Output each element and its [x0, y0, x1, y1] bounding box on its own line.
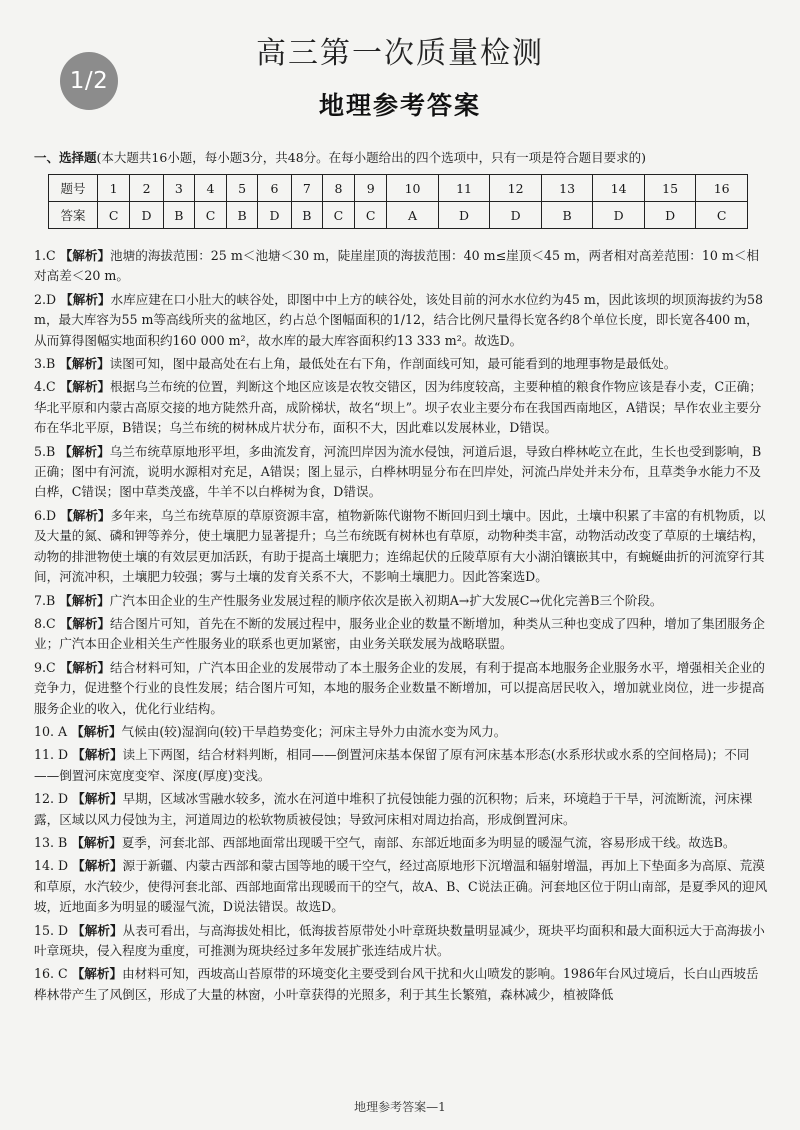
question-answer-key: 2.D [34, 291, 57, 307]
explanation-item [34, 354, 770, 374]
question-answer-key: 10. A [34, 723, 68, 739]
answer-cell: D [644, 202, 696, 229]
analysis-tag: 【解析】 [72, 747, 123, 763]
explanation-item [34, 789, 770, 830]
answer-cell: B [541, 202, 593, 229]
answer-cell: D [130, 202, 164, 229]
analysis-tag: 【解析】 [59, 592, 110, 608]
answer-table [48, 174, 748, 229]
explanation-text: 结合图片可知，首先在不断的发展过程中，服务业企业的数量不断增加，种类从三种也变成了四种，增加了集团服务企业；广汽本田企业相关生产性服务业的联系也更加紧密，由业务关联发展为战略联盟。 [34, 615, 765, 652]
analysis-tag: 【解析】 [71, 966, 123, 982]
explanation-item [34, 921, 770, 962]
analysis-tag: 【解析】 [59, 248, 111, 263]
answer-cell: C [696, 202, 748, 229]
question-answer-key: 11. D [34, 747, 69, 763]
question-number-cell: 8 [322, 175, 354, 202]
analysis-tag: 【解析】 [59, 659, 111, 675]
explanation-text: 池塘的海拔范围：25 m＜池塘＜30 m，陡崖崖顶的海拔范围：40 m≤崖顶＜45 m，两者相对高差范围：10 m＜相对高差＜20 m。 [34, 248, 760, 284]
explanation-item [34, 614, 770, 655]
explanation-text: 从表可看出，与高海拔处相比，低海拔苔原带处小叶章斑块数量明显减少，斑块平均面积和最大面积远大于高海拔小叶章斑块，侵入程度为重度，可推测为斑块经过多年发展扩张连结成片状。 [34, 922, 765, 958]
question-answer-key: 15. D [34, 922, 69, 938]
analysis-tag: 【解析】 [71, 834, 122, 850]
explanation-item [34, 591, 770, 611]
analysis-tag: 【解析】 [71, 723, 122, 739]
explanation-text: 乌兰布统草原地形平坦，多曲流发育，河流凹岸因为流水侵蚀，河道后退，导致白桦林屹立在此，生长也受到影响，B正确；图中有河流，说明水源相对充足，A错误；图上显示，白桦林明显分布在凹岸处，河流凸岸处并未分布，且草类争水能力不及白桦，C错误；图中草类茂盛，牛羊不以白桦树为食，D错误。 [34, 443, 762, 500]
explanation-item [34, 658, 770, 719]
question-number-cell: 14 [593, 175, 645, 202]
question-number-cell: 5 [227, 175, 258, 202]
analysis-tag: 【解析】 [72, 791, 123, 807]
question-number-cell: 2 [130, 175, 164, 202]
exam-title: 高三第一次质量检测 [256, 36, 544, 71]
question-number-cell: 15 [644, 175, 696, 202]
explanation-text: 结合材料可知，广汽本田企业的发展带动了本土服务企业的发展，有利于提高本地服务企业服务水平，增强相关企业的竞争力，促进整个行业的良性发展；结合图片可知，本地的服务企业数量不断增加，可以提高居民收入，增加就业岗位，进一步提高服务企业的收入，优化行业结构。 [34, 659, 765, 716]
question-number-cell: 13 [541, 175, 593, 202]
question-answer-key: 9.C [34, 659, 56, 675]
answer-cell: D [438, 202, 490, 229]
explanation-item [34, 442, 770, 503]
answer-cell: D [593, 202, 645, 229]
question-number-cell: 12 [490, 175, 542, 202]
answer-cell: C [355, 202, 387, 229]
answer-cell: B [291, 202, 322, 229]
explanation-item [34, 246, 770, 287]
question-number-cell: 16 [696, 175, 748, 202]
answer-cell: D [258, 202, 292, 229]
explanation-text: 由材料可知，西坡高山苔原带的环境变化主要受到台风干扰和火山喷发的影响。1986年台风过境后，长白山西坡岳桦林带产生了风倒区，形成了大量的林窗，小叶章获得的光照多，利于其生长繁殖，森林减少，植被降低 [34, 966, 759, 1002]
answer-cell: A [387, 202, 439, 229]
question-number-cell: 7 [291, 175, 322, 202]
explanation-text: 多年来，乌兰布统草原的草原资源丰富，植物新陈代谢物不断回归到土壤中。因此，土壤中积累了丰富的有机物质，以及大量的氮、磷和钾等养分，使土壤肥力显著提升；乌兰布统既有树林也有草原，动物种类丰富，动物活动改变了草原的土壤结构，动物的排泄物使土壤的有效层更加活跃，有助于提高土壤肥力；连绵起伏的丘陵草原有大小湖泊镶嵌其中，有蜿蜒曲折的河流穿行其间，河流冲积，土壤肥力较强；雾与土壤的发育关系不大，不影响土壤肥力。因此答案选D。 [34, 507, 766, 585]
analysis-tag: 【解析】 [59, 356, 110, 372]
answer-table-row-numbers [49, 175, 748, 202]
analysis-tag: 【解析】 [72, 858, 123, 874]
answer-cell: D [490, 202, 542, 229]
analysis-tag: 【解析】 [59, 615, 111, 631]
question-number-cell: 6 [258, 175, 292, 202]
row-label-answer: 答案 [49, 202, 98, 229]
explanation-text: 早期，区域冰雪融水较多，流水在河道中堆积了抗侵蚀能力强的沉积物；后来，环境趋于干旱，河流断流，河床裸露，区域以风力侵蚀为主，河道周边的松软物质被侵蚀；导致河床相对周边抬高，形成倒置河床。 [34, 791, 753, 827]
question-answer-key: 12. D [34, 791, 69, 807]
explanation-text: 根据乌兰布统的位置，判断这个地区应该是农牧交错区，因为纬度较高，主要种植的粮食作物应该是春小麦，C正确；华北平原和内蒙古高原交接的地方陡然升高，成阶梯状，故名“坝上”。坝子农业主要分布在我国西南地区，A错误；旱作农业主要分布在华北平原，B错误；乌兰布统的树林成片状分布，面积不大，因此难以发展林业，D错误。 [34, 379, 762, 436]
question-number-cell: 9 [355, 175, 387, 202]
question-answer-key: 1.C [34, 248, 56, 263]
question-answer-key: 4.C [34, 379, 56, 395]
question-answer-key: 14. D [34, 858, 69, 874]
question-number-cell: 10 [387, 175, 439, 202]
explanation-item [34, 964, 770, 1005]
explanation-item [34, 506, 770, 588]
question-answer-key: 16. C [34, 966, 68, 982]
explanation-text: 读上下两图，结合材料判断，相同——倒置河床基本保留了原有河床基本形态(水系形状或水系的空间格局)；不同——倒置河床宽度变窄、深度(厚度)变浅。 [34, 747, 750, 783]
explanation-item [34, 856, 770, 917]
analysis-tag: 【解析】 [60, 291, 111, 307]
section-header [34, 150, 774, 166]
question-number-cell: 3 [163, 175, 194, 202]
answer-cell: C [98, 202, 130, 229]
subject-title: 地理参考答案 [318, 91, 481, 120]
row-label-number: 题号 [49, 175, 98, 202]
answer-cell: C [322, 202, 354, 229]
explanation-text: 气候由(较)湿润向(较)干旱趋势变化；河床主导外力由流水变为风力。 [121, 723, 507, 739]
question-number-cell: 11 [438, 175, 490, 202]
explanation-item [34, 722, 770, 742]
explanation-item [34, 377, 770, 438]
page-indicator-badge[interactable]: 1/2 [60, 52, 118, 110]
explanation-item [34, 833, 770, 853]
question-answer-key: 3.B [34, 356, 56, 372]
explanation-item [34, 290, 770, 351]
answer-cell: C [194, 202, 226, 229]
section-instructions: (本大题共16小题，每小题3分，共48分。在每小题给出的四个选项中，只有一项是符合题目要求的) [96, 150, 647, 165]
analysis-tag: 【解析】 [72, 922, 123, 938]
explanations-list [34, 246, 770, 1008]
question-answer-key: 8.C [34, 615, 56, 631]
explanation-text: 广汽本田企业的生产性服务业发展过程的顺序依次是嵌入初期A→扩大发展C→优化完善B三个阶段。 [109, 592, 663, 608]
question-answer-key: 5.B [34, 443, 56, 459]
answer-table-row-answers [49, 202, 748, 229]
question-number-cell: 1 [98, 175, 130, 202]
explanation-item [34, 745, 770, 786]
question-answer-key: 7.B [34, 592, 56, 608]
explanation-text: 读图可知，图中最高处在右上角，最低处在右下角，作剖面线可知，最可能看到的地理事物是最低处。 [109, 356, 677, 372]
explanation-text: 夏季，河套北部、西部地面常出现暖干空气，南部、东部近地面多为明显的暖湿气流，容易形成干线。故选B。 [121, 834, 736, 850]
analysis-tag: 【解析】 [59, 379, 111, 395]
question-answer-key: 6.D [34, 507, 57, 523]
answer-cell: B [227, 202, 258, 229]
explanation-text: 源于新疆、内蒙古西部和蒙古国等地的暖干空气，经过高原地形下沉增温和辐射增温，再加上下垫面多为高原、荒漠和草原，水汽较少，使得河套北部、西部地面常出现暖而干的空气，故A、B、C说法正确。河套地区位于阴山南部，是夏季风的迎风坡，近地面多为明显的暖湿气流，D说法错误。故选D。 [34, 858, 768, 915]
page-footer: 地理参考答案—1 [354, 1100, 446, 1114]
analysis-tag: 【解析】 [59, 443, 110, 459]
question-answer-key: 13. B [34, 834, 68, 850]
question-number-cell: 4 [194, 175, 226, 202]
explanation-text: 水库应建在口小肚大的峡谷处，即图中中上方的峡谷处，该处目前的河水水位约为45 m，因此该坝的坝顶海拔约为58 m，最大库容为55 m等高线所夹的盆地区，约占总个图幅面积的1/12，结合比例尺量得长宽各约8个单位长度，即长宽各400 m，从而算得图幅实地面积约160 000 m²，故水库的最大库容面积约13 333 m²。故选D。 [34, 291, 764, 348]
answer-cell: B [163, 202, 194, 229]
section-label: 一、选择题 [34, 150, 97, 165]
analysis-tag: 【解析】 [60, 507, 111, 523]
